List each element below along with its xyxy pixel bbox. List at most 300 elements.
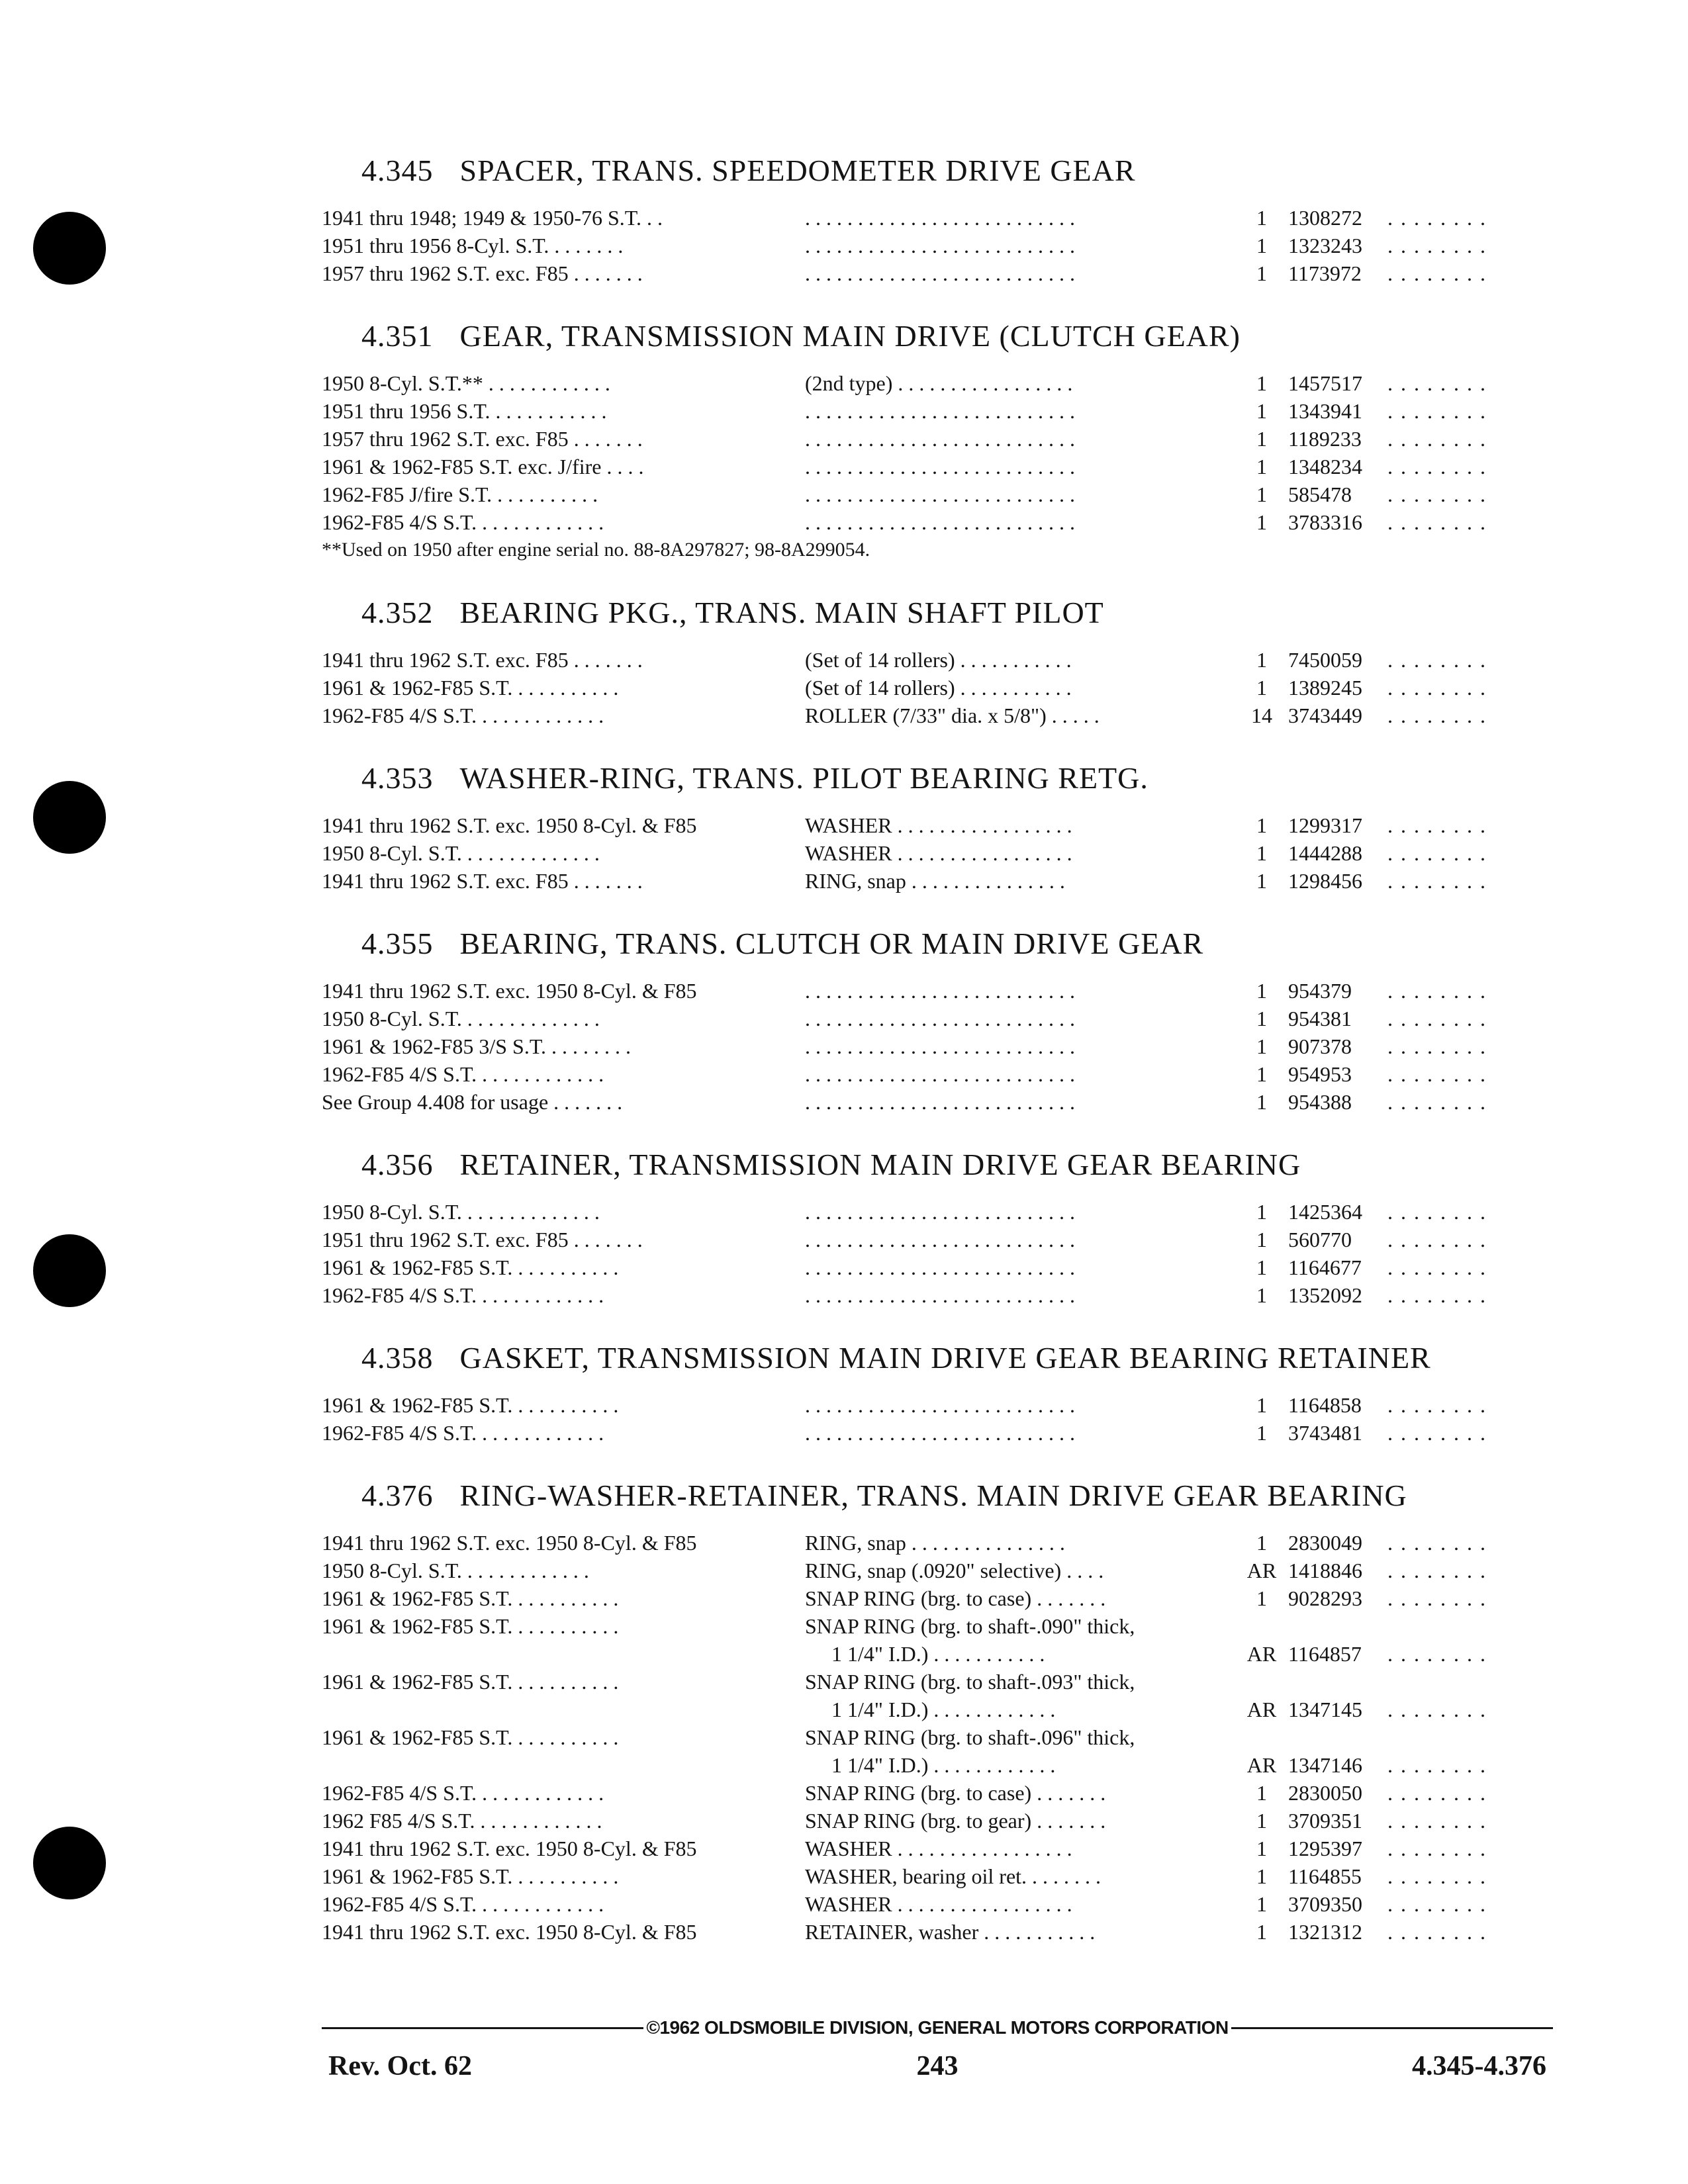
- quantity: 1: [1256, 813, 1267, 837]
- model-application: 1961 & 1962-F85 S.T. . . . . . . . . . .: [322, 1725, 619, 1749]
- model-application: 1941 thru 1962 S.T. exc. F85 . . . . . . .: [322, 648, 643, 672]
- quantity: 1: [1256, 1062, 1267, 1086]
- leader-dots: . . . . . . . .: [1387, 510, 1487, 534]
- part-row: [322, 1723, 1553, 1779]
- section-number: 4.345: [361, 154, 434, 187]
- part-row: [322, 204, 1553, 232]
- page-number: 243: [916, 2051, 959, 2081]
- section-heading: [322, 757, 1553, 799]
- leader-dots: . . . . . . . .: [1387, 1007, 1487, 1030]
- leader-dots: . . . . . . . .: [1387, 869, 1487, 893]
- part-description: [805, 811, 1235, 839]
- leader-dots: . . . . . . . .: [1387, 1864, 1487, 1888]
- quantity: 1: [1256, 510, 1267, 534]
- part-number: 1347145: [1288, 1698, 1362, 1721]
- quantity: 1: [1256, 648, 1267, 672]
- leader-dots: . . . . . . . .: [1387, 206, 1487, 230]
- copyright-rule: [322, 2015, 1553, 2041]
- description-line: WASHER . . . . . . . . . . . . . . . . .: [805, 1837, 1072, 1860]
- quantity: 1: [1256, 371, 1267, 395]
- section-title: RETAINER, TRANSMISSION MAIN DRIVE GEAR BEARING: [459, 1148, 1301, 1181]
- description-line: . . . . . . . . . . . . . . . . . . . . . . . . . .: [805, 427, 1075, 451]
- part-row: [322, 397, 1553, 425]
- part-row: [322, 508, 1553, 536]
- part-row: [322, 259, 1553, 287]
- part-row: [322, 1779, 1553, 1807]
- part-row: [322, 1419, 1553, 1447]
- leader-dots: . . . . . . . .: [1387, 371, 1487, 395]
- description-line: . . . . . . . . . . . . . . . . . . . . . . . . . .: [805, 455, 1075, 478]
- parts-section: [322, 315, 1553, 564]
- part-row: [322, 1226, 1553, 1253]
- section-heading: [322, 150, 1553, 192]
- part-number: 1164857: [1288, 1642, 1362, 1666]
- leader-dots: . . . . . . . .: [1387, 648, 1487, 672]
- model-application: 1957 thru 1962 S.T. exc. F85 . . . . . . .: [322, 427, 643, 451]
- description-line: . . . . . . . . . . . . . . . . . . . . . . . . . .: [805, 979, 1075, 1003]
- section-title: GASKET, TRANSMISSION MAIN DRIVE GEAR BEARING RETAINER: [459, 1341, 1431, 1375]
- part-number: 1173972: [1288, 261, 1362, 285]
- model-application: 1962-F85 4/S S.T. . . . . . . . . . . . .: [322, 1892, 604, 1916]
- description-line: . . . . . . . . . . . . . . . . . . . . . . . . . .: [805, 1062, 1075, 1086]
- quantity: 1: [1256, 1864, 1267, 1888]
- part-number: 1444288: [1288, 841, 1362, 865]
- quantity: AR: [1246, 1698, 1277, 1721]
- quantity: 1: [1256, 1283, 1267, 1307]
- leader-dots: . . . . . . . .: [1387, 1837, 1487, 1860]
- description-line: . . . . . . . . . . . . . . . . . . . . . . . . . .: [805, 1228, 1075, 1251]
- section-heading: [322, 592, 1553, 634]
- description-line: RING, snap . . . . . . . . . . . . . . .: [805, 1531, 1065, 1555]
- parts-section: [322, 1144, 1553, 1309]
- part-row: [322, 839, 1553, 867]
- part-row: [322, 674, 1553, 702]
- leader-dots: . . . . . . . .: [1387, 1781, 1487, 1805]
- part-description: [805, 1668, 1235, 1723]
- leader-dots: . . . . . . . .: [1387, 1559, 1487, 1582]
- description-line: SNAP RING (brg. to case) . . . . . . .: [805, 1586, 1106, 1610]
- part-row: [322, 1612, 1553, 1668]
- part-row: [322, 480, 1553, 508]
- part-number: 907378: [1288, 1034, 1352, 1058]
- description-line: WASHER . . . . . . . . . . . . . . . . .: [805, 813, 1072, 837]
- part-number: 1164677: [1288, 1255, 1362, 1279]
- part-number: 2830050: [1288, 1781, 1362, 1805]
- part-description: [805, 1835, 1235, 1862]
- leader-dots: . . . . . . . .: [1387, 1698, 1487, 1721]
- model-application: 1962-F85 4/S S.T. . . . . . . . . . . . .: [322, 1062, 604, 1086]
- model-application: 1961 & 1962-F85 S.T. . . . . . . . . . .: [322, 1255, 619, 1279]
- section-heading: [322, 923, 1553, 965]
- part-description: [805, 453, 1235, 480]
- model-application: 1962-F85 4/S S.T. . . . . . . . . . . . .: [322, 1421, 604, 1445]
- quantity: 1: [1256, 1200, 1267, 1224]
- model-application: See Group 4.408 for usage . . . . . . .: [322, 1090, 623, 1114]
- part-description: [805, 977, 1235, 1005]
- description-line: SNAP RING (brg. to shaft-.093" thick,: [805, 1670, 1135, 1694]
- quantity: AR: [1246, 1642, 1277, 1666]
- quantity: 1: [1256, 1007, 1267, 1030]
- quantity: 1: [1256, 1228, 1267, 1251]
- quantity: 1: [1256, 455, 1267, 478]
- leader-dots: . . . . . . . .: [1387, 1062, 1487, 1086]
- model-application: 1941 thru 1962 S.T. exc. 1950 8-Cyl. & F85: [322, 1920, 697, 1944]
- quantity: 1: [1256, 1920, 1267, 1944]
- section-title: RING-WASHER-RETAINER, TRANS. MAIN DRIVE GEAR BEARING: [459, 1479, 1407, 1512]
- description-line: . . . . . . . . . . . . . . . . . . . . . . . . . .: [805, 261, 1075, 285]
- quantity: AR: [1246, 1559, 1277, 1582]
- part-row: [322, 1890, 1553, 1918]
- model-application: 1962 F85 4/S S.T. . . . . . . . . . . . .: [322, 1809, 602, 1833]
- quantity: 1: [1256, 1531, 1267, 1555]
- description-line: SNAP RING (brg. to case) . . . . . . .: [805, 1781, 1106, 1805]
- part-description: [805, 204, 1235, 232]
- section-title: SPACER, TRANS. SPEEDOMETER DRIVE GEAR: [459, 154, 1136, 187]
- quantity: AR: [1246, 1753, 1277, 1777]
- part-number: 1347146: [1288, 1753, 1362, 1777]
- part-description: [805, 1005, 1235, 1032]
- part-number: 2830049: [1288, 1531, 1362, 1555]
- description-line: SNAP RING (brg. to shaft-.090" thick,: [805, 1614, 1135, 1638]
- leader-dots: . . . . . . . .: [1387, 1753, 1487, 1777]
- part-description: [805, 702, 1235, 729]
- part-description: [805, 397, 1235, 425]
- section-title: BEARING, TRANS. CLUTCH OR MAIN DRIVE GEAR: [459, 927, 1204, 960]
- quantity: 14: [1251, 704, 1272, 727]
- quantity: 1: [1256, 427, 1267, 451]
- quantity: 1: [1256, 206, 1267, 230]
- model-application: 1962-F85 4/S S.T. . . . . . . . . . . . .: [322, 1283, 604, 1307]
- quantity: 1: [1256, 869, 1267, 893]
- part-number: 1425364: [1288, 1200, 1362, 1224]
- description-line: . . . . . . . . . . . . . . . . . . . . . . . . . .: [805, 399, 1075, 423]
- part-description: [805, 646, 1235, 674]
- leader-dots: . . . . . . . .: [1387, 1090, 1487, 1114]
- part-description: [805, 839, 1235, 867]
- leader-dots: . . . . . . . .: [1387, 813, 1487, 837]
- description-line: SNAP RING (brg. to shaft-.096" thick,: [805, 1725, 1135, 1749]
- part-description: [805, 232, 1235, 259]
- part-description: [805, 1557, 1235, 1584]
- parts-section: [322, 757, 1553, 895]
- model-application: 1961 & 1962-F85 3/S S.T. . . . . . . . .: [322, 1034, 631, 1058]
- leader-dots: . . . . . . . .: [1387, 234, 1487, 257]
- leader-dots: . . . . . . . .: [1387, 979, 1487, 1003]
- model-application: 1950 8-Cyl. S.T.** . . . . . . . . . . . .: [322, 371, 610, 395]
- description-line: (2nd type) . . . . . . . . . . . . . . . . .: [805, 371, 1073, 395]
- part-number: 1164855: [1288, 1864, 1362, 1888]
- section-title: BEARING PKG., TRANS. MAIN SHAFT PILOT: [459, 596, 1104, 629]
- model-application: 1950 8-Cyl. S.T. . . . . . . . . . . . . .: [322, 841, 600, 865]
- quantity: 1: [1256, 234, 1267, 257]
- part-row: [322, 1032, 1553, 1060]
- part-row: [322, 232, 1553, 259]
- description-line: WASHER . . . . . . . . . . . . . . . . .: [805, 841, 1072, 865]
- copyright-notice: ©1962 OLDSMOBILE DIVISION, GENERAL MOTORS CORPORATION: [646, 2017, 1229, 2038]
- part-description: [805, 1281, 1235, 1309]
- part-description: [805, 1391, 1235, 1419]
- part-row: [322, 1862, 1553, 1890]
- part-row: [322, 977, 1553, 1005]
- part-row: [322, 1529, 1553, 1557]
- part-number: 1308272: [1288, 206, 1362, 230]
- part-row: [322, 1005, 1553, 1032]
- leader-dots: . . . . . . . .: [1387, 1892, 1487, 1916]
- leader-dots: . . . . . . . .: [1387, 1531, 1487, 1555]
- part-number: 1343941: [1288, 399, 1362, 423]
- part-description: [805, 1807, 1235, 1835]
- leader-dots: . . . . . . . .: [1387, 1421, 1487, 1445]
- binder-hole: [33, 1827, 106, 1899]
- model-application: 1941 thru 1962 S.T. exc. 1950 8-Cyl. & F85: [322, 979, 697, 1003]
- part-number: 954953: [1288, 1062, 1352, 1086]
- model-application: 1941 thru 1962 S.T. exc. 1950 8-Cyl. & F85: [322, 1837, 697, 1860]
- model-application: 1962-F85 4/S S.T. . . . . . . . . . . . .: [322, 704, 604, 727]
- part-row: [322, 1088, 1553, 1116]
- part-description: [805, 259, 1235, 287]
- part-number: 1457517: [1288, 371, 1362, 395]
- part-description: [805, 1779, 1235, 1807]
- quantity: 1: [1256, 1781, 1267, 1805]
- part-number: 3743449: [1288, 704, 1362, 727]
- description-line: . . . . . . . . . . . . . . . . . . . . . . . . . .: [805, 1283, 1075, 1307]
- part-description: [805, 369, 1235, 397]
- description-line: . . . . . . . . . . . . . . . . . . . . . . . . . .: [805, 1393, 1075, 1417]
- description-line: SNAP RING (brg. to gear) . . . . . . .: [805, 1809, 1106, 1833]
- part-number: 954379: [1288, 979, 1352, 1003]
- model-application: 1957 thru 1962 S.T. exc. F85 . . . . . . .: [322, 261, 643, 285]
- part-number: 1295397: [1288, 1837, 1362, 1860]
- leader-dots: . . . . . . . .: [1387, 1228, 1487, 1251]
- part-row: [322, 1668, 1553, 1723]
- part-description: [805, 1862, 1235, 1890]
- part-description: [805, 1419, 1235, 1447]
- quantity: 1: [1256, 1090, 1267, 1114]
- part-number: 9028293: [1288, 1586, 1362, 1610]
- part-description: [805, 1226, 1235, 1253]
- parts-section: [322, 150, 1553, 287]
- description-line-2: 1 1/4" I.D.) . . . . . . . . . . . .: [831, 1698, 1056, 1721]
- part-row: [322, 453, 1553, 480]
- leader-dots: . . . . . . . .: [1387, 1393, 1487, 1417]
- part-row: [322, 1835, 1553, 1862]
- description-line: . . . . . . . . . . . . . . . . . . . . . . . . . .: [805, 1090, 1075, 1114]
- part-description: [805, 1060, 1235, 1088]
- part-number: 1321312: [1288, 1920, 1362, 1944]
- part-description: [805, 1032, 1235, 1060]
- section-number: 4.376: [361, 1479, 434, 1512]
- part-row: [322, 369, 1553, 397]
- part-row: [322, 1253, 1553, 1281]
- quantity: 1: [1256, 1034, 1267, 1058]
- model-application: 1961 & 1962-F85 S.T. . . . . . . . . . .: [322, 1393, 619, 1417]
- description-line: . . . . . . . . . . . . . . . . . . . . . . . . . .: [805, 510, 1075, 534]
- description-line: RING, snap (.0920" selective) . . . .: [805, 1559, 1104, 1582]
- part-description: [805, 1529, 1235, 1557]
- quantity: 1: [1256, 1837, 1267, 1860]
- section-number: 4.356: [361, 1148, 434, 1181]
- model-application: 1951 thru 1956 8-Cyl. S.T. . . . . . . .: [322, 234, 624, 257]
- part-number: 954381: [1288, 1007, 1352, 1030]
- part-description: [805, 1198, 1235, 1226]
- part-description: [805, 674, 1235, 702]
- section-title: GEAR, TRANSMISSION MAIN DRIVE (CLUTCH GEAR): [459, 319, 1241, 353]
- description-line-2: 1 1/4" I.D.) . . . . . . . . . . . .: [831, 1753, 1056, 1777]
- model-application: 1961 & 1962-F85 S.T. exc. J/fire . . . .: [322, 455, 644, 478]
- quantity: 1: [1256, 1809, 1267, 1833]
- part-row: [322, 1281, 1553, 1309]
- model-application: 1951 thru 1956 S.T. . . . . . . . . . . .: [322, 399, 607, 423]
- part-description: [805, 480, 1235, 508]
- leader-dots: . . . . . . . .: [1387, 704, 1487, 727]
- leader-dots: . . . . . . . .: [1387, 676, 1487, 700]
- section-heading: [322, 1337, 1553, 1379]
- quantity: 1: [1256, 1393, 1267, 1417]
- leader-dots: . . . . . . . .: [1387, 455, 1487, 478]
- part-description: [805, 867, 1235, 895]
- quantity: 1: [1256, 979, 1267, 1003]
- description-line-2: 1 1/4" I.D.) . . . . . . . . . . .: [831, 1642, 1045, 1666]
- part-number: 3709351: [1288, 1809, 1362, 1833]
- part-row: [322, 1557, 1553, 1584]
- model-application: 1961 & 1962-F85 S.T. . . . . . . . . . .: [322, 1586, 619, 1610]
- part-row: [322, 1391, 1553, 1419]
- leader-dots: . . . . . . . .: [1387, 1200, 1487, 1224]
- section-heading: [322, 1475, 1553, 1517]
- part-description: [805, 1253, 1235, 1281]
- part-row: [322, 1807, 1553, 1835]
- leader-dots: . . . . . . . .: [1387, 427, 1487, 451]
- section-heading: [322, 315, 1553, 357]
- description-line: ROLLER (7/33" dia. x 5/8") . . . . .: [805, 704, 1100, 727]
- model-application: 1962-F85 4/S S.T. . . . . . . . . . . . .: [322, 1781, 604, 1805]
- part-row: [322, 702, 1553, 729]
- leader-dots: . . . . . . . .: [1387, 261, 1487, 285]
- section-number: 4.353: [361, 761, 434, 795]
- leader-dots: . . . . . . . .: [1387, 1642, 1487, 1666]
- part-number: 1164858: [1288, 1393, 1362, 1417]
- quantity: 1: [1256, 482, 1267, 506]
- model-application: 1962-F85 J/fire S.T. . . . . . . . . . .: [322, 482, 598, 506]
- leader-dots: . . . . . . . .: [1387, 1586, 1487, 1610]
- leader-dots: . . . . . . . .: [1387, 482, 1487, 506]
- part-row: [322, 646, 1553, 674]
- description-line: . . . . . . . . . . . . . . . . . . . . . . . . . .: [805, 1200, 1075, 1224]
- part-description: [805, 1723, 1235, 1779]
- part-description: [805, 425, 1235, 453]
- parts-catalog: [322, 150, 1553, 1974]
- section-number: 4.358: [361, 1341, 434, 1375]
- description-line: (Set of 14 rollers) . . . . . . . . . . .: [805, 676, 1072, 700]
- binder-hole: [33, 1234, 106, 1307]
- leader-dots: . . . . . . . .: [1387, 1283, 1487, 1307]
- part-row: [322, 811, 1553, 839]
- model-application: 1941 thru 1962 S.T. exc. 1950 8-Cyl. & F85: [322, 813, 697, 837]
- part-row: [322, 1918, 1553, 1946]
- description-line: . . . . . . . . . . . . . . . . . . . . . . . . . .: [805, 1421, 1075, 1445]
- part-row: [322, 867, 1553, 895]
- model-application: 1950 8-Cyl. S.T. . . . . . . . . . . . . .: [322, 1200, 600, 1224]
- model-application: 1941 thru 1962 S.T. exc. 1950 8-Cyl. & F85: [322, 1531, 697, 1555]
- part-number: 954388: [1288, 1090, 1352, 1114]
- part-number: 1189233: [1288, 427, 1362, 451]
- section-number: 4.355: [361, 927, 434, 960]
- part-number: 7450059: [1288, 648, 1362, 672]
- leader-dots: . . . . . . . .: [1387, 1920, 1487, 1944]
- quantity: 1: [1256, 399, 1267, 423]
- model-application: 1961 & 1962-F85 S.T. . . . . . . . . . .: [322, 676, 619, 700]
- leader-dots: . . . . . . . .: [1387, 1255, 1487, 1279]
- parts-section: [322, 923, 1553, 1116]
- footnote: **Used on 1950 after engine serial no. 88-8A297827; 98-8A299054.: [322, 539, 870, 561]
- section-number: 4.351: [361, 319, 434, 353]
- part-description: [805, 1918, 1235, 1946]
- parts-section: [322, 1475, 1553, 1946]
- part-row: [322, 1060, 1553, 1088]
- model-application: 1950 8-Cyl. S.T. . . . . . . . . . . . .: [322, 1559, 589, 1582]
- part-description: [805, 1890, 1235, 1918]
- parts-section: [322, 592, 1553, 729]
- part-number: 1352092: [1288, 1283, 1362, 1307]
- part-number: 560770: [1288, 1228, 1352, 1251]
- description-line: . . . . . . . . . . . . . . . . . . . . . . . . . .: [805, 206, 1075, 230]
- part-number: 1299317: [1288, 813, 1362, 837]
- binder-hole: [33, 212, 106, 285]
- description-line: . . . . . . . . . . . . . . . . . . . . . . . . . .: [805, 1255, 1075, 1279]
- description-line: (Set of 14 rollers) . . . . . . . . . . .: [805, 648, 1072, 672]
- binder-hole: [33, 781, 106, 854]
- description-line: . . . . . . . . . . . . . . . . . . . . . . . . . .: [805, 1034, 1075, 1058]
- page-footer: [328, 2048, 1546, 2084]
- part-row: [322, 425, 1553, 453]
- quantity: 1: [1256, 841, 1267, 865]
- model-application: 1951 thru 1962 S.T. exc. F85 . . . . . . .: [322, 1228, 643, 1251]
- parts-section: [322, 1337, 1553, 1447]
- part-number: 1348234: [1288, 455, 1362, 478]
- description-line: . . . . . . . . . . . . . . . . . . . . . . . . . .: [805, 234, 1075, 257]
- model-application: 1950 8-Cyl. S.T. . . . . . . . . . . . . .: [322, 1007, 600, 1030]
- part-description: [805, 508, 1235, 536]
- part-number: 3743481: [1288, 1421, 1362, 1445]
- part-row: [322, 1584, 1553, 1612]
- quantity: 1: [1256, 1586, 1267, 1610]
- description-line: WASHER . . . . . . . . . . . . . . . . .: [805, 1892, 1072, 1916]
- leader-dots: . . . . . . . .: [1387, 841, 1487, 865]
- part-description: [805, 1584, 1235, 1612]
- description-line: WASHER, bearing oil ret. . . . . . . .: [805, 1864, 1102, 1888]
- model-application: 1961 & 1962-F85 S.T. . . . . . . . . . .: [322, 1614, 619, 1638]
- leader-dots: . . . . . . . .: [1387, 399, 1487, 423]
- part-number: 3709350: [1288, 1892, 1362, 1916]
- part-number: 1389245: [1288, 676, 1362, 700]
- part-description: [805, 1612, 1235, 1668]
- model-application: 1962-F85 4/S S.T. . . . . . . . . . . . .: [322, 510, 604, 534]
- revision-date: Rev. Oct. 62: [328, 2051, 472, 2081]
- part-number: 1298456: [1288, 869, 1362, 893]
- description-line: RETAINER, washer . . . . . . . . . . .: [805, 1920, 1096, 1944]
- model-application: 1961 & 1962-F85 S.T. . . . . . . . . . .: [322, 1670, 619, 1694]
- quantity: 1: [1256, 261, 1267, 285]
- part-number: 585478: [1288, 482, 1352, 506]
- description-line: . . . . . . . . . . . . . . . . . . . . . . . . . .: [805, 482, 1075, 506]
- section-number: 4.352: [361, 596, 434, 629]
- part-number: 1323243: [1288, 234, 1362, 257]
- description-line: . . . . . . . . . . . . . . . . . . . . . . . . . .: [805, 1007, 1075, 1030]
- part-row: [322, 1198, 1553, 1226]
- quantity: 1: [1256, 1892, 1267, 1916]
- model-application: 1941 thru 1948; 1949 & 1950-76 S.T. . .: [322, 206, 663, 230]
- model-application: 1941 thru 1962 S.T. exc. F85 . . . . . . .: [322, 869, 643, 893]
